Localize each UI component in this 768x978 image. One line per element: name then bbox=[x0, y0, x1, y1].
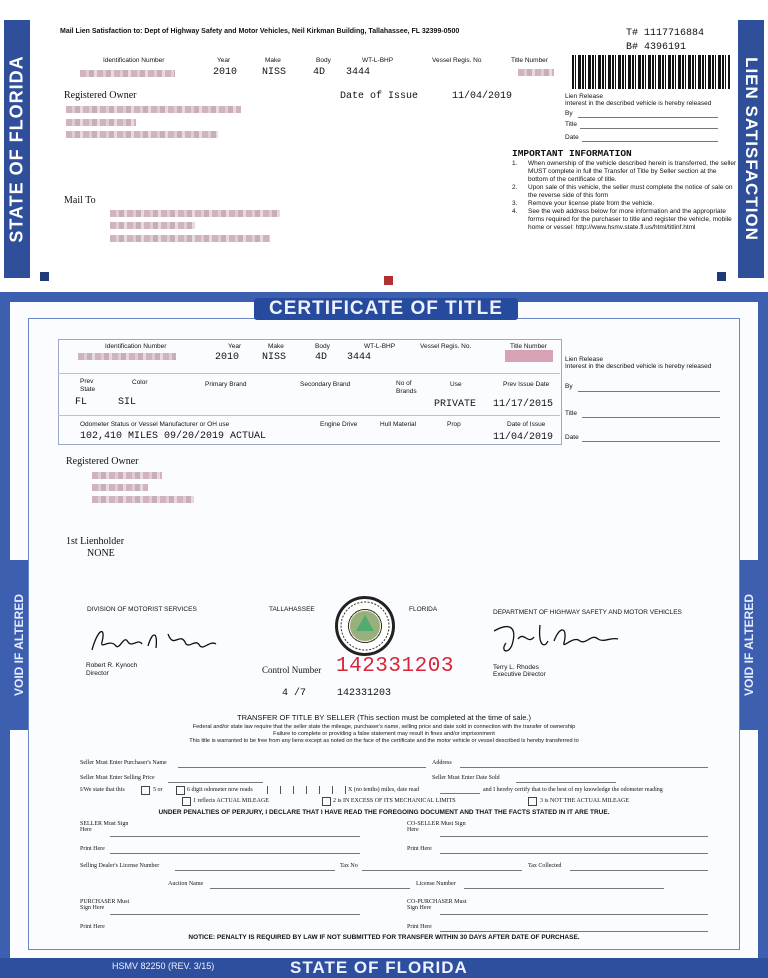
lien-date-of-issue: 11/04/2019 bbox=[452, 91, 513, 102]
date-read-field[interactable] bbox=[440, 793, 480, 794]
coseller-sign-label: CO-SELLER Must Sign Here bbox=[407, 821, 466, 833]
primary-brand-label: Primary Brand bbox=[205, 381, 247, 388]
five-or-label: 5 or bbox=[153, 787, 163, 793]
seal-graphic bbox=[338, 599, 392, 653]
important-item-2 bbox=[512, 184, 738, 200]
copurchaser-signature-field[interactable] bbox=[440, 914, 708, 915]
copurchaser-sign-label: CO-PURCHASER Must Sign Here bbox=[407, 899, 467, 911]
address-label: Address bbox=[432, 760, 452, 766]
cert-title-label: Title Number bbox=[510, 343, 547, 350]
control-number: 142331203 bbox=[336, 655, 454, 678]
color-value: SIL bbox=[118, 397, 137, 408]
no-of-brands-label: No of Brands bbox=[396, 380, 417, 395]
redacted-mail-3 bbox=[110, 235, 270, 242]
cert-make-label: Make bbox=[268, 343, 284, 350]
prev-state-value: FL bbox=[75, 397, 88, 408]
odometer-label: Odometer Status or Vessel Manufacturer or OH use bbox=[80, 421, 230, 428]
cert-redacted-owner-1 bbox=[92, 472, 162, 479]
left-state-band bbox=[4, 20, 30, 278]
cert-body: 4D bbox=[315, 352, 328, 363]
law-line-2: Failure to complete or providing a false statement may result in fines and/or imprisonment bbox=[273, 731, 495, 737]
cert-by-line[interactable] bbox=[578, 391, 720, 392]
auction-name-field[interactable] bbox=[210, 888, 410, 889]
registration-mark-right bbox=[717, 272, 726, 281]
law-line-1: Federal and/or state law require that the seller state the mileage, purchaser's name, selling price and date sold in connection with the transfer of ownership bbox=[192, 724, 576, 730]
cert-redacted-owner-3 bbox=[92, 496, 194, 503]
coseller-print-field[interactable] bbox=[440, 853, 708, 854]
mail-to-label: Mail To bbox=[64, 195, 96, 206]
seller-signature-field[interactable] bbox=[110, 836, 360, 837]
date-of-issue-label: Date of Issue bbox=[507, 421, 546, 428]
copurchaser-print-field[interactable] bbox=[440, 931, 708, 932]
item-text: When ownership of the vehicle described herein is transferred, the seller MUST complete in full the Transfer of Title by Seller section at the bottom of the certificate of title. bbox=[528, 160, 737, 183]
lien-by-label: By bbox=[565, 110, 573, 117]
seller-print-label: Print Here bbox=[80, 846, 105, 852]
purchaser-signature-field[interactable] bbox=[110, 914, 360, 915]
actual-mileage-checkbox[interactable] bbox=[182, 797, 191, 806]
purchaser-print-label: Print Here bbox=[80, 924, 105, 930]
seller-print-field[interactable] bbox=[110, 853, 360, 854]
cert-wt-label: WT-L-BHP bbox=[364, 343, 396, 350]
lien-registered-owner-label: Registered Owner bbox=[64, 90, 137, 101]
director-title: Director bbox=[86, 670, 109, 677]
page-control-number: 142331203 bbox=[337, 688, 392, 699]
penalty-notice: NOTICE: PENALTY IS REQUIRED BY LAW IF NOT SUBMITTED FOR TRANSFER WITHIN 30 DAYS AFTER DATE OF PURCHASE. bbox=[188, 934, 580, 941]
redacted-owner-2 bbox=[66, 119, 136, 126]
redacted-mail-2 bbox=[110, 222, 195, 229]
lien-title-line[interactable] bbox=[580, 128, 718, 129]
certificate-heading: CERTIFICATE OF TITLE bbox=[269, 298, 503, 319]
lien-title-field-label: Title bbox=[565, 121, 578, 128]
transfer-heading: TRANSFER OF TITLE BY SELLER (This section must be completed at the time of sale.) bbox=[237, 713, 531, 722]
important-info-list bbox=[512, 160, 738, 232]
law-line-3: This title is warranted to be free from any liens except as noted on the face of the certificate and the motor vehicle or vessel described is hereby transferred to bbox=[189, 738, 579, 744]
lien-release-label: Lien Release bbox=[565, 93, 603, 100]
dealer-license-field[interactable] bbox=[175, 870, 335, 871]
lien-body-label: Body bbox=[316, 57, 331, 64]
lien-wt-label: WT-L-BHP bbox=[362, 57, 394, 64]
tax-collected-label: Tax Collected bbox=[528, 863, 562, 869]
control-number-label: Control Number bbox=[262, 665, 322, 675]
license-number-label: License Number bbox=[416, 881, 456, 887]
cert-year-label: Year bbox=[228, 343, 242, 350]
prop-label: Prop bbox=[447, 421, 461, 428]
not-actual-mileage-label: 3 is NOT THE ACTUAL MILEAGE bbox=[540, 798, 630, 804]
cert-date-label: Date bbox=[565, 434, 579, 441]
important-info-heading: IMPORTANT INFORMATION bbox=[512, 148, 632, 159]
cert-left-band-text: VOID IF ALTERED bbox=[12, 594, 26, 696]
odometer-digit-boxes[interactable] bbox=[267, 786, 347, 794]
redacted-title-number bbox=[518, 69, 554, 76]
cert-title-line[interactable] bbox=[582, 417, 720, 418]
cert-id-label: Identification Number bbox=[105, 343, 167, 350]
item-text: See the web address below for more information and the appropriate forms required for the purchaser to title and register the vehicle, mobile home or vessel: http://www.hsmv.state.fl.us/html/titlinf.html bbox=[528, 208, 732, 231]
lien-wt: 3444 bbox=[346, 67, 371, 78]
use-value: PRIVATE bbox=[434, 399, 477, 410]
lien-id-label: Identification Number bbox=[103, 57, 165, 64]
director-name: Robert R. Kynoch bbox=[86, 662, 138, 669]
actual-mileage-label: 1 reflects ACTUAL MILEAGE bbox=[193, 798, 269, 804]
redacted-vin bbox=[80, 70, 175, 77]
cert-year: 2010 bbox=[215, 352, 240, 363]
lienholder-value: NONE bbox=[87, 548, 115, 559]
lien-date-line[interactable] bbox=[582, 141, 718, 142]
prev-issue-date-label: Prev Issue Date bbox=[503, 381, 550, 388]
cert-body-label: Body bbox=[315, 343, 330, 350]
engine-drive-label: Engine Drive bbox=[320, 421, 358, 428]
state-seal-icon bbox=[335, 596, 395, 656]
important-item-3 bbox=[512, 200, 738, 208]
tallahassee-label: TALLAHASSEE bbox=[269, 606, 315, 613]
executive-director-name: Terry L. Rhodes bbox=[493, 664, 539, 671]
cert-right-band bbox=[740, 560, 758, 730]
lien-date-label: Date bbox=[565, 134, 579, 141]
date-sold-label: Seller Must Enter Date Sold bbox=[432, 775, 500, 781]
hull-material-label: Hull Material bbox=[380, 421, 417, 428]
important-item-4 bbox=[512, 208, 738, 232]
cert-lien-release-text: Interest in the described vehicle is hereby released bbox=[565, 363, 712, 370]
seller-sign-label: SELLER Must Sign Here bbox=[80, 821, 129, 833]
six-digit-label: 6 digit odometer now reads bbox=[187, 787, 253, 793]
coseller-signature-field[interactable] bbox=[440, 836, 708, 837]
right-band-text: LIEN SATISFACTION bbox=[742, 57, 761, 241]
registration-mark-center bbox=[384, 276, 393, 285]
executive-director-title: Executive Director bbox=[493, 671, 546, 678]
six-digit-checkbox[interactable] bbox=[176, 786, 185, 795]
item-num: 2. bbox=[512, 184, 518, 191]
table-divider-1 bbox=[58, 373, 560, 374]
license-number-field[interactable] bbox=[464, 888, 664, 889]
prev-state-label: Prev State bbox=[80, 378, 96, 393]
left-band-text: STATE OF FLORIDA bbox=[6, 55, 27, 243]
redacted-owner-3 bbox=[66, 131, 218, 138]
cert-right-band-text: VOID IF ALTERED bbox=[742, 594, 756, 696]
certificate-heading-banner bbox=[254, 298, 518, 320]
purchaser-sign-label: PURCHASER Must Sign Here bbox=[80, 899, 130, 911]
florida-label: FLORIDA bbox=[409, 606, 438, 613]
purchaser-name-label: Seller Must Enter Purchaser's Name bbox=[80, 760, 167, 766]
cert-date-line[interactable] bbox=[582, 441, 720, 442]
director-signature bbox=[88, 620, 228, 660]
lien-make: NISS bbox=[262, 67, 287, 78]
executive-director-signature bbox=[488, 615, 628, 659]
lien-year: 2010 bbox=[213, 67, 238, 78]
mail-lien-instructions: Mail Lien Satisfaction to: Dept of Highway Safety and Motor Vehicles, Neil Kirkman Building, Tallahassee, FL 32399-0500 bbox=[60, 28, 460, 35]
five-digit-checkbox[interactable] bbox=[141, 786, 150, 795]
form-number: HSMV 82250 (REV. 3/15) bbox=[112, 961, 215, 971]
cert-wt: 3444 bbox=[347, 352, 372, 363]
odometer-value: 102,410 MILES 09/20/2019 ACTUAL bbox=[80, 431, 267, 442]
color-label: Color bbox=[132, 379, 148, 386]
cert-vessel-label: Vessel Regis. No. bbox=[420, 343, 472, 350]
purchaser-name-field[interactable] bbox=[178, 767, 426, 768]
selling-price-label: Seller Must Enter Selling Price bbox=[80, 775, 155, 781]
bottom-state-text: STATE OF FLORIDA bbox=[290, 958, 468, 977]
dealer-license-label: Selling Dealer's License Number bbox=[80, 863, 160, 869]
lien-release-text: Interest in the described vehicle is hereby released bbox=[565, 100, 712, 107]
transfer-law-text bbox=[0, 724, 768, 745]
redacted-owner-1 bbox=[66, 106, 241, 113]
address-field[interactable] bbox=[460, 767, 708, 768]
certify-text: and I hereby certify that to the best of my knowledge the odometer reading bbox=[483, 787, 663, 793]
tax-collected-field[interactable] bbox=[570, 870, 708, 871]
b-number: B# 4396191 bbox=[626, 42, 687, 53]
prev-issue-date-value: 11/17/2015 bbox=[493, 399, 554, 410]
cert-by-label: By bbox=[565, 383, 573, 390]
redacted-mail-1 bbox=[110, 210, 280, 217]
cert-redacted-title-number bbox=[505, 350, 553, 362]
lienholder-label: 1st Lienholder bbox=[66, 536, 125, 547]
lien-year-label: Year bbox=[217, 57, 231, 64]
item-num: 4. bbox=[512, 208, 518, 215]
lien-satisfaction-stub bbox=[0, 0, 768, 290]
date-of-issue-value: 11/04/2019 bbox=[493, 432, 554, 443]
excess-mileage-label: 2 is IN EXCESS OF ITS MECHANICAL LIMITS bbox=[333, 798, 456, 804]
item-text: Remove your license plate from the vehicle. bbox=[528, 200, 655, 207]
not-actual-mileage-checkbox[interactable] bbox=[528, 797, 537, 806]
perjury-statement: UNDER PENALTIES OF PERJURY, I DECLARE THAT I HAVE READ THE FOREGOING DOCUMENT AND THAT THE FACTS STATED IN IT ARE TRUE. bbox=[158, 809, 610, 816]
department-label: DEPARTMENT OF HIGHWAY SAFETY AND MOTOR VEHICLES bbox=[493, 609, 682, 616]
cert-title-field-label: Title bbox=[565, 410, 578, 417]
item-num: 1. bbox=[512, 160, 518, 167]
copurchaser-print-label: Print Here bbox=[407, 924, 432, 930]
date-sold-field[interactable] bbox=[516, 782, 616, 783]
selling-price-field[interactable] bbox=[168, 782, 263, 783]
registration-mark-left bbox=[40, 272, 49, 281]
cert-make: NISS bbox=[262, 352, 287, 363]
use-label: Use bbox=[450, 381, 462, 388]
lien-body: 4D bbox=[313, 67, 326, 78]
cert-left-band bbox=[10, 560, 28, 730]
tax-no-field[interactable] bbox=[362, 870, 522, 871]
item-num: 3. bbox=[512, 200, 518, 207]
excess-mileage-checkbox[interactable] bbox=[322, 797, 331, 806]
cert-lien-release-label: Lien Release bbox=[565, 356, 603, 363]
cert-redacted-owner-2 bbox=[92, 484, 148, 491]
coseller-print-label: Print Here bbox=[407, 846, 432, 852]
auction-name-label: Auction Name bbox=[168, 881, 204, 887]
right-lien-band bbox=[738, 20, 764, 278]
division-label: DIVISION OF MOTORIST SERVICES bbox=[87, 606, 197, 613]
page-info: 4 /7 bbox=[282, 688, 307, 699]
cert-registered-owner-label: Registered Owner bbox=[66, 456, 139, 467]
tenths-label: X (no tenths) miles, date read bbox=[348, 787, 419, 793]
table-divider-2 bbox=[58, 415, 560, 416]
lien-date-of-issue-label: Date of Issue bbox=[340, 91, 419, 102]
lien-make-label: Make bbox=[265, 57, 281, 64]
t-number: T# 1117716884 bbox=[626, 28, 705, 39]
odometer-statement-label: I/We state that this bbox=[80, 787, 125, 793]
lien-vessel-label: Vessel Regis. No bbox=[432, 57, 482, 64]
lien-by-line[interactable] bbox=[578, 117, 718, 118]
secondary-brand-label: Secondary Brand bbox=[300, 381, 351, 388]
cert-redacted-vin bbox=[78, 353, 176, 360]
tax-no-label: Tax No bbox=[340, 863, 358, 869]
important-item-1 bbox=[512, 160, 738, 184]
item-text: Upon sale of this vehicle, the seller must complete the notice of sale on the reverse side of this form bbox=[528, 184, 733, 199]
lien-title-label: Title Number bbox=[511, 57, 548, 64]
barcode bbox=[572, 55, 730, 89]
